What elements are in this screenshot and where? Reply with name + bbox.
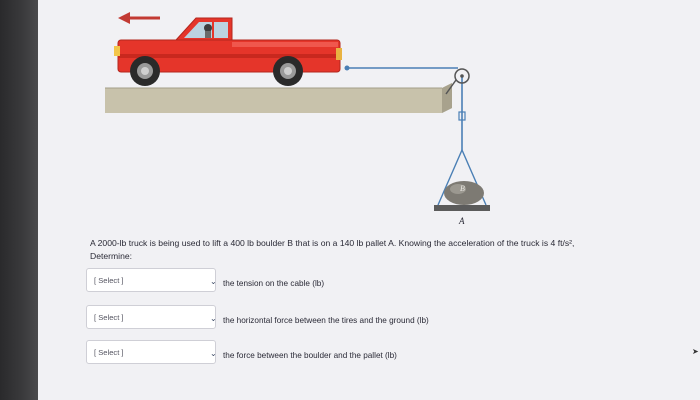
problem-statement bbox=[90, 237, 680, 263]
pallet-assembly bbox=[434, 150, 490, 226]
horizontal-force-label: the horizontal force between the tires and the ground (lb) bbox=[223, 316, 429, 325]
arrow-left-icon bbox=[118, 12, 160, 24]
tension-select[interactable]: [ Select ] bbox=[86, 268, 216, 292]
ground-slab bbox=[105, 83, 452, 113]
boulder-label: B bbox=[460, 184, 465, 193]
chevron-down-icon[interactable]: ⌄ bbox=[210, 314, 217, 323]
chevron-down-icon[interactable]: ⌄ bbox=[210, 349, 217, 358]
horizontal-force-select[interactable]: [ Select ] bbox=[86, 305, 216, 329]
boulder-pallet-force-label: the force between the boulder and the pallet (lb) bbox=[223, 351, 397, 360]
tension-label: the tension on the cable (lb) bbox=[223, 279, 325, 288]
boulder-pallet-force-select[interactable]: [ Select ] bbox=[86, 340, 216, 364]
problem-text-line: A 2000-lb truck is being used to lift a 400 lb boulder B that is on a 140 lb pallet A. Knowing the acceleration of the truck is 4 ft/s², bbox=[90, 238, 575, 248]
mouse-cursor-icon: ➤ bbox=[692, 347, 699, 356]
truck bbox=[114, 18, 342, 86]
pallet-label: A bbox=[459, 216, 465, 226]
chevron-down-icon[interactable]: ⌄ bbox=[210, 277, 217, 286]
problem-instruction: Determine: bbox=[90, 251, 133, 261]
